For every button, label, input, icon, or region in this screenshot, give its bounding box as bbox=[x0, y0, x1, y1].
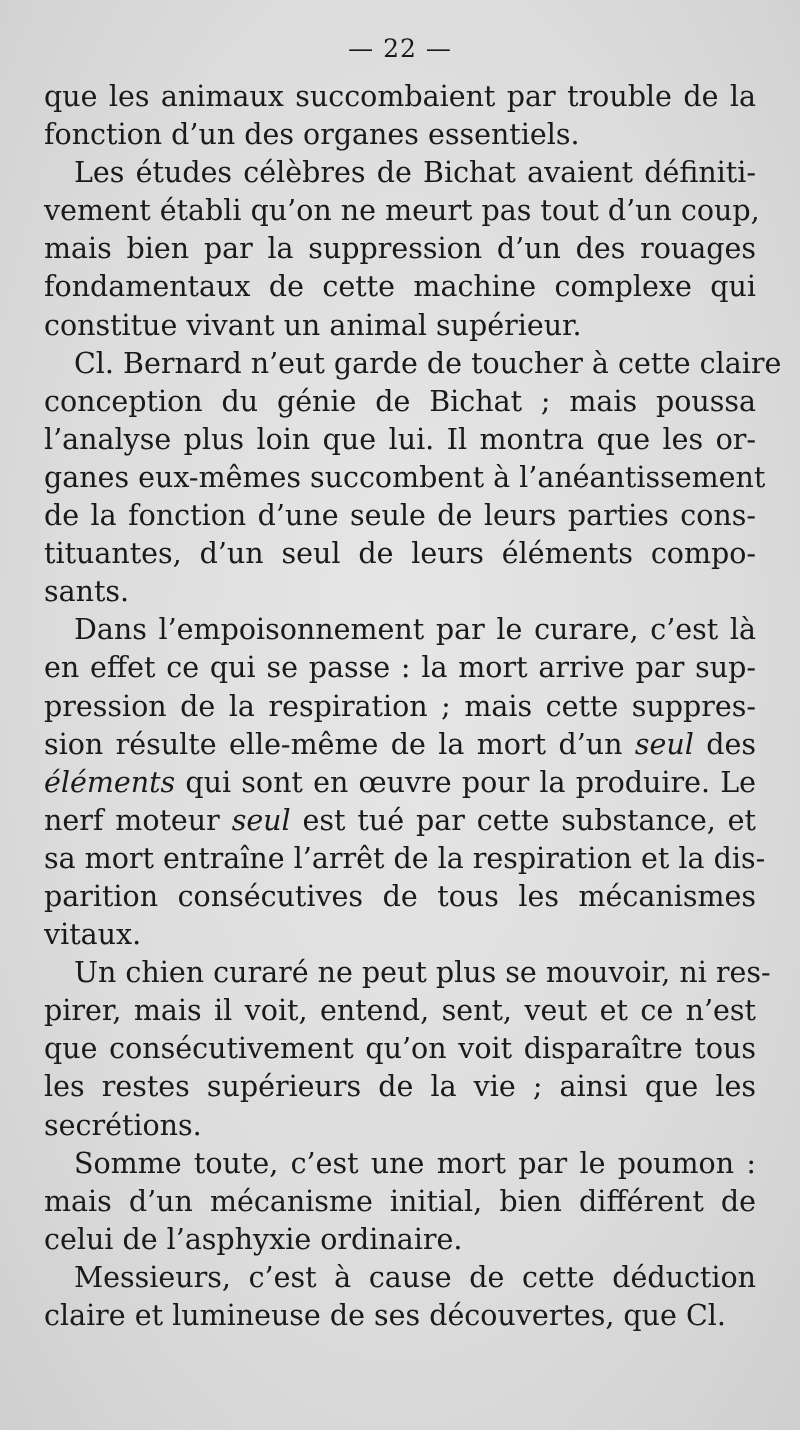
page-number: — 22 — bbox=[348, 34, 452, 63]
paragraph bbox=[44, 611, 766, 954]
text-line: ganes eux-mêmes succombent à l’anéantissement bbox=[44, 460, 766, 494]
text-line: sion résulte elle-même de la mort d’un seul des bbox=[44, 727, 756, 761]
paragraph bbox=[44, 954, 771, 1144]
italic-word: seul bbox=[231, 803, 291, 837]
text-line: vitaux. bbox=[44, 918, 142, 952]
text-line: mais bien par la suppression d’un des rouages bbox=[44, 232, 756, 266]
text-line: constitue vivant un animal supérieur. bbox=[44, 308, 582, 342]
text-line: pirer, mais il voit, entend, sent, veut et ce n’est bbox=[44, 994, 756, 1028]
text-line: en effet ce qui se passe : la mort arrive par sup- bbox=[44, 651, 756, 685]
text-line: de la fonction d’une seule de leurs parties cons- bbox=[44, 499, 756, 533]
text-line: Un chien curaré ne peut plus se mouvoir, ni res- bbox=[74, 956, 771, 990]
paragraph bbox=[44, 345, 782, 612]
text-line: les restes supérieurs de la vie ; ainsi que les bbox=[44, 1070, 756, 1104]
text-line: que consécutivement qu’on voit disparaître tous bbox=[44, 1032, 756, 1066]
text-line: fonction d’un des organes essentiels. bbox=[44, 118, 580, 152]
italic-word: seul bbox=[634, 727, 694, 761]
italic-word: éléments bbox=[44, 765, 176, 799]
text-line: claire et lumineuse de ses découvertes, que Cl. bbox=[44, 1299, 726, 1332]
text-line: l’analyse plus loin que lui. Il montra que les or- bbox=[44, 422, 756, 456]
text-line: secrétions. bbox=[44, 1108, 202, 1142]
text-line: sants. bbox=[44, 575, 130, 609]
paragraph bbox=[44, 1145, 756, 1259]
text-line: que les animaux succombaient par trouble de la bbox=[44, 80, 756, 113]
text-line: vement établi qu’on ne meurt pas tout d’un coup, bbox=[44, 194, 760, 228]
text-line: éléments qui sont en œuvre pour la produire. Le bbox=[44, 765, 756, 799]
paragraph bbox=[44, 154, 760, 344]
text-line: celui de l’asphyxie ordinaire. bbox=[44, 1222, 463, 1256]
text-line: Dans l’empoisonnement par le curare, c’est là bbox=[74, 613, 756, 647]
paragraph bbox=[44, 78, 756, 154]
text-line: parition consécutives de tous les mécanismes bbox=[44, 879, 756, 913]
text-line: Messieurs, c’est à cause de cette déduction bbox=[74, 1260, 756, 1294]
text-line: conception du génie de Bichat ; mais poussa bbox=[44, 384, 756, 418]
text-line: nerf moteur seul est tué par cette substance, et bbox=[44, 803, 756, 837]
text-line: sa mort entraîne l’arrêt de la respiration et la dis- bbox=[44, 841, 766, 875]
text-line: Cl. Bernard n’eut garde de toucher à cette claire bbox=[74, 346, 782, 380]
body-text bbox=[44, 78, 782, 1335]
paragraph bbox=[44, 1259, 756, 1335]
text-line: Somme toute, c’est une mort par le poumon : bbox=[74, 1146, 756, 1180]
text-line: fondamentaux de cette machine complexe qui bbox=[44, 270, 756, 304]
text-line: pression de la respiration ; mais cette suppres- bbox=[44, 689, 756, 723]
text-line: Les études célèbres de Bichat avaient définiti- bbox=[74, 156, 756, 190]
text-line: tituantes, d’un seul de leurs éléments compo- bbox=[44, 537, 756, 571]
text-line: mais d’un mécanisme initial, bien différent de bbox=[44, 1184, 756, 1218]
